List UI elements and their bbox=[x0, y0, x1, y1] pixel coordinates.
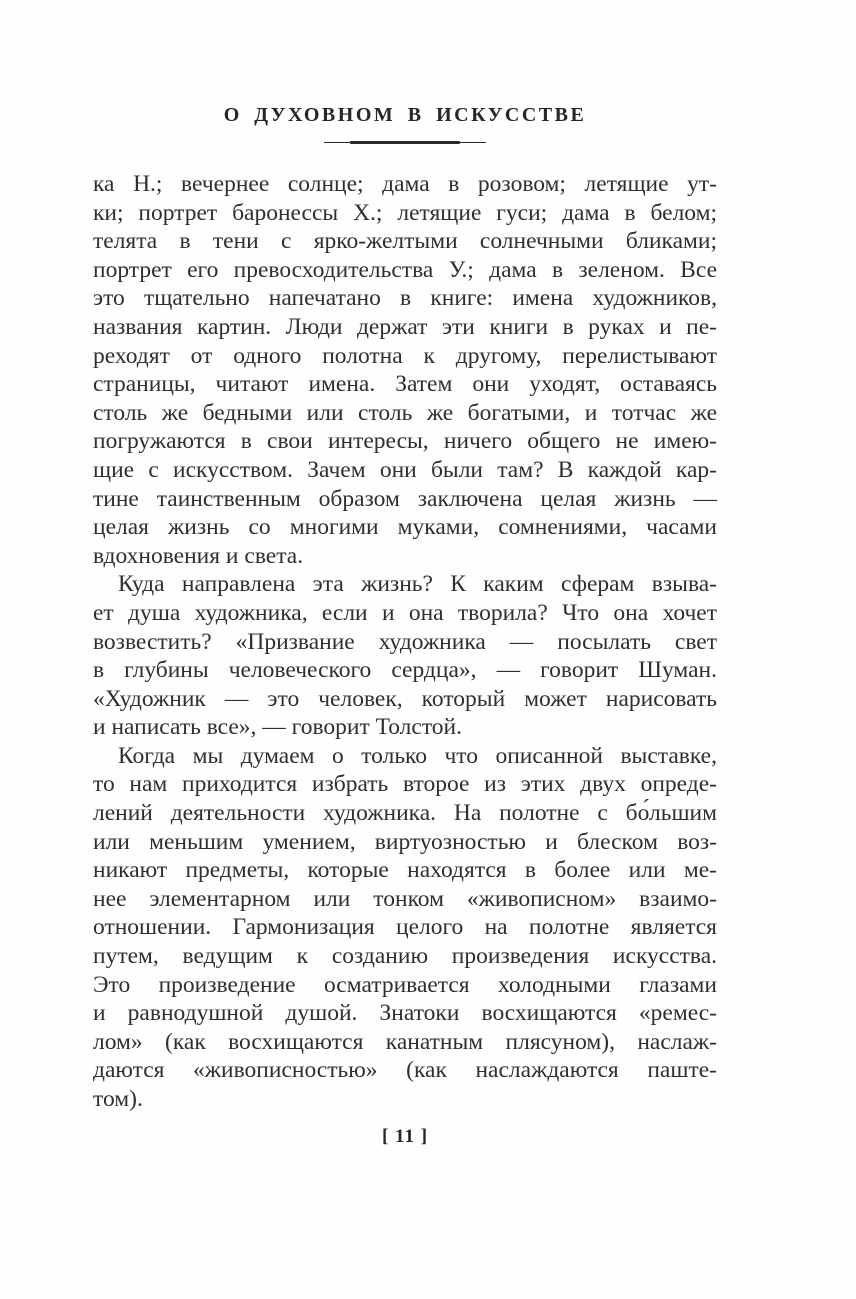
text-line: ка Н.; вечернее солнце; дама в розовом; летящие ут- bbox=[93, 171, 717, 197]
text-line-paragraph-end: вдохновения и света. bbox=[93, 542, 304, 569]
book-page bbox=[93, 0, 717, 1299]
text-line: и равнодушной душой. Знатоки восхищаются «ремес- bbox=[93, 1000, 717, 1027]
text-line: нее элементарном или тонком «живописном» взаимо- bbox=[93, 885, 717, 912]
text-line: портрет его превосходительства У.; дама в зеленом. Все bbox=[93, 256, 717, 283]
text-line: ет душа художника, если и она творила? Что она хочет bbox=[93, 599, 717, 626]
text-line: тине таинственным образом заключена целая жизнь — bbox=[93, 485, 717, 512]
text-line: или меньшим умением, виртуозностью и блеском воз- bbox=[93, 828, 717, 855]
body-text bbox=[93, 170, 717, 1114]
text-line: телята в тени с ярко-желтыми солнечными бликами; bbox=[93, 228, 717, 255]
divider-thick-rule bbox=[350, 141, 460, 144]
text-line: целая жизнь со многими муками, сомнениями, часами bbox=[93, 514, 717, 541]
header-divider-ornament bbox=[324, 141, 486, 144]
text-line: никают предметы, которые находятся в более или ме- bbox=[93, 857, 717, 884]
text-line-paragraph-end: и написать все», — говорит Толстой. bbox=[93, 714, 462, 741]
text-line: это тщательно напечатано в книге: имена художников, bbox=[93, 285, 717, 312]
text-line: столь же бедными или столь же богатыми, и тотчас же bbox=[93, 399, 717, 426]
text-line: страницы, читают имена. Затем они уходят, оставаясь bbox=[93, 371, 717, 398]
running-header: О ДУХОВНОМ В ИСКУССТВЕ bbox=[223, 104, 587, 126]
text-line: лений деятельности художника. На полотне с бо́льшим bbox=[93, 800, 717, 827]
text-line: реходят от одного полотна к другому, перелистывают bbox=[93, 342, 717, 369]
text-line: щие с искусством. Зачем они были там? В каждой кар- bbox=[93, 456, 717, 483]
text-line-paragraph-end: том). bbox=[93, 1086, 143, 1112]
text-line: «Художник — это человек, который может нарисовать bbox=[93, 685, 717, 712]
text-line-paragraph-start: Куда направлена эта жизнь? К каким сферам взыва- bbox=[118, 571, 717, 598]
text-line: лом» (как восхищаются канатным плясуном), наслаж- bbox=[93, 1028, 717, 1055]
text-line: в глубины человеческого сердца», — говорит Шуман. bbox=[93, 657, 717, 684]
text-line: то нам приходится избрать второе из этих двух опреде- bbox=[93, 771, 717, 798]
page-number: [ 11 ] bbox=[381, 1126, 429, 1147]
text-line: погружаются в свои интересы, ничего общего не имею- bbox=[93, 428, 717, 455]
text-line: Это произведение осматривается холодными глазами bbox=[93, 971, 717, 998]
text-line: путем, ведущим к созданию произведения искусства. bbox=[93, 943, 717, 970]
text-line-paragraph-start: Когда мы думаем о только что описанной выставке, bbox=[118, 742, 717, 769]
text-line: названия картин. Люди держат эти книги в руках и пе- bbox=[93, 313, 717, 340]
text-line: возвестить? «Призвание художника — посылать свет bbox=[93, 628, 717, 655]
text-line: отношении. Гармонизация целого на полотне является bbox=[93, 914, 717, 941]
text-line: ки; портрет баронессы Х.; летящие гуси; дама в белом; bbox=[93, 199, 717, 226]
text-line: даются «живописностью» (как наслаждаются паште- bbox=[93, 1057, 717, 1084]
